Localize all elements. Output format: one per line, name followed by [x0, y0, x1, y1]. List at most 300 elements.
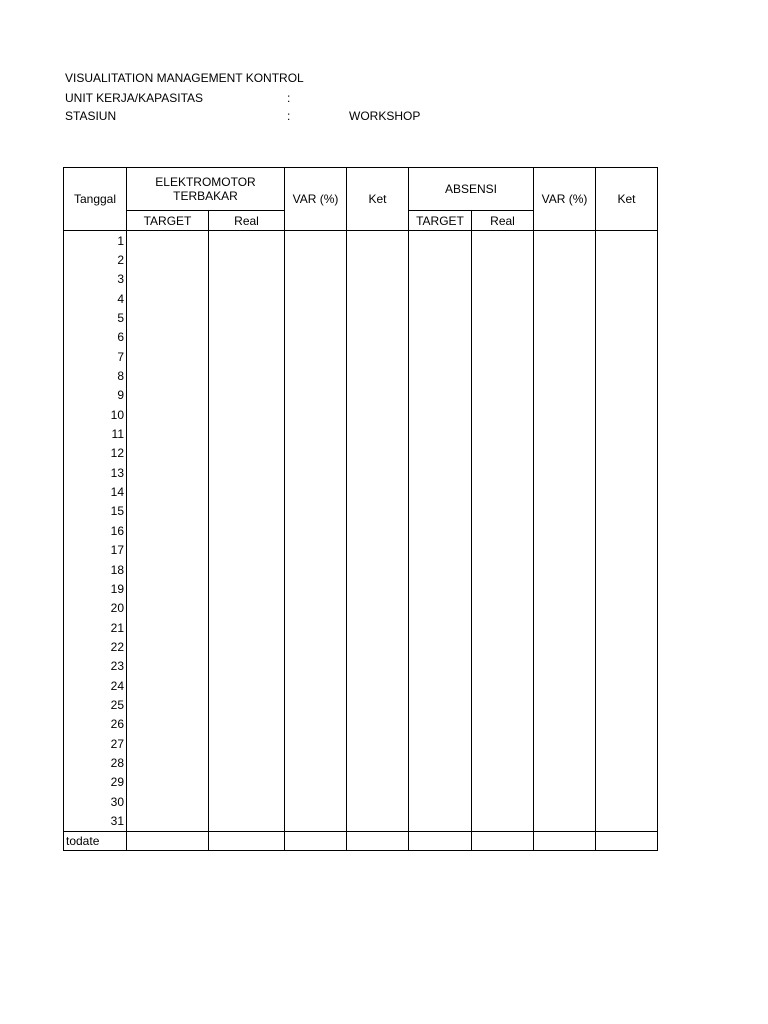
table-cell	[285, 637, 347, 656]
station-value: WORKSHOP	[349, 109, 421, 123]
table-cell	[347, 308, 409, 327]
table-cell	[127, 424, 209, 443]
table-cell	[209, 405, 285, 424]
table-row	[64, 289, 658, 308]
table-cell	[472, 502, 534, 521]
table-row	[64, 270, 658, 289]
table-cell	[285, 676, 347, 695]
day-number: 23	[64, 657, 127, 676]
table-cell	[209, 250, 285, 269]
table-cell	[534, 231, 596, 251]
table-cell	[409, 541, 472, 560]
todate-cell	[596, 831, 658, 850]
table-cell	[209, 482, 285, 501]
table-cell	[596, 347, 658, 366]
table-cell	[127, 328, 209, 347]
table-cell	[409, 231, 472, 251]
table-cell	[209, 444, 285, 463]
table-cell	[409, 386, 472, 405]
header-elektromotor	[127, 168, 285, 211]
table-cell	[472, 366, 534, 385]
header-target-2: TARGET	[409, 211, 472, 231]
table-cell	[285, 270, 347, 289]
table-cell	[596, 560, 658, 579]
table-cell	[596, 270, 658, 289]
table-cell	[347, 773, 409, 792]
day-number: 6	[64, 328, 127, 347]
table-cell	[596, 463, 658, 482]
table-cell	[285, 502, 347, 521]
table-cell	[347, 715, 409, 734]
table-cell	[127, 792, 209, 811]
table-cell	[409, 463, 472, 482]
table-cell	[596, 366, 658, 385]
day-number: 22	[64, 637, 127, 656]
table-cell	[209, 637, 285, 656]
table-cell	[285, 599, 347, 618]
todate-cell	[472, 831, 534, 850]
table-cell	[347, 657, 409, 676]
table-cell	[472, 482, 534, 501]
table-cell	[534, 618, 596, 637]
table-row	[64, 579, 658, 598]
table-cell	[209, 270, 285, 289]
table-cell	[534, 250, 596, 269]
table-cell	[347, 270, 409, 289]
table-cell	[285, 541, 347, 560]
table-cell	[534, 482, 596, 501]
header-elektromotor-line1: ELEKTROMOTOR	[155, 175, 256, 189]
unit-colon: :	[287, 91, 291, 105]
table-cell	[596, 676, 658, 695]
day-number: 26	[64, 715, 127, 734]
table-cell	[127, 502, 209, 521]
table-cell	[534, 753, 596, 772]
table-cell	[127, 753, 209, 772]
table-cell	[534, 773, 596, 792]
table-cell	[472, 695, 534, 714]
table-cell	[285, 482, 347, 501]
table-cell	[472, 328, 534, 347]
table-row	[64, 792, 658, 811]
table-cell	[347, 482, 409, 501]
table-cell	[596, 405, 658, 424]
todate-cell	[534, 831, 596, 850]
table-cell	[409, 560, 472, 579]
table-cell	[596, 482, 658, 501]
table-cell	[127, 560, 209, 579]
table-cell	[347, 386, 409, 405]
table-cell	[596, 424, 658, 443]
table-cell	[409, 618, 472, 637]
table-cell	[347, 521, 409, 540]
day-number: 7	[64, 347, 127, 366]
table-cell	[534, 308, 596, 327]
day-number: 13	[64, 463, 127, 482]
table-cell	[534, 347, 596, 366]
station-label: STASIUN	[65, 109, 117, 123]
header-tanggal: Tanggal	[64, 168, 127, 231]
table-cell	[534, 657, 596, 676]
table-cell	[127, 289, 209, 308]
table-cell	[409, 811, 472, 831]
table-cell	[127, 482, 209, 501]
table-row	[64, 386, 658, 405]
table-cell	[472, 715, 534, 734]
day-number: 8	[64, 366, 127, 385]
table-cell	[209, 347, 285, 366]
table-cell	[409, 792, 472, 811]
day-number: 24	[64, 676, 127, 695]
day-number: 5	[64, 308, 127, 327]
todate-row	[64, 831, 658, 850]
table-cell	[285, 715, 347, 734]
table-cell	[596, 386, 658, 405]
day-number: 15	[64, 502, 127, 521]
table-cell	[347, 463, 409, 482]
table-cell	[285, 811, 347, 831]
table-cell	[534, 715, 596, 734]
table-cell	[534, 521, 596, 540]
table-row	[64, 405, 658, 424]
table-cell	[596, 811, 658, 831]
table-row	[64, 618, 658, 637]
table-cell	[347, 366, 409, 385]
table-cell	[472, 424, 534, 443]
table-cell	[409, 657, 472, 676]
day-number: 14	[64, 482, 127, 501]
header-absensi: ABSENSI	[409, 168, 534, 211]
table-cell	[534, 270, 596, 289]
table-cell	[472, 541, 534, 560]
table-cell	[285, 734, 347, 753]
day-number: 11	[64, 424, 127, 443]
table-cell	[285, 618, 347, 637]
table-cell	[409, 270, 472, 289]
table-cell	[285, 250, 347, 269]
header-var-1: VAR (%)	[285, 168, 347, 231]
table-row	[64, 560, 658, 579]
table-row	[64, 250, 658, 269]
todate-cell	[127, 831, 209, 850]
day-number: 9	[64, 386, 127, 405]
table-cell	[285, 579, 347, 598]
header-real-2: Real	[472, 211, 534, 231]
table-cell	[285, 773, 347, 792]
table-cell	[409, 521, 472, 540]
table-cell	[534, 579, 596, 598]
day-number: 4	[64, 289, 127, 308]
table-row	[64, 444, 658, 463]
table-cell	[534, 405, 596, 424]
table-cell	[127, 676, 209, 695]
table-cell	[127, 231, 209, 251]
day-number: 1	[64, 231, 127, 251]
table-cell	[285, 792, 347, 811]
table-cell	[209, 579, 285, 598]
table-row	[64, 773, 658, 792]
table-cell	[347, 405, 409, 424]
table-row	[64, 637, 658, 656]
table-cell	[127, 386, 209, 405]
table-cell	[596, 734, 658, 753]
table-cell	[347, 676, 409, 695]
day-number: 31	[64, 811, 127, 831]
table-cell	[472, 618, 534, 637]
table-cell	[347, 328, 409, 347]
table-cell	[285, 347, 347, 366]
table-cell	[472, 308, 534, 327]
day-number: 2	[64, 250, 127, 269]
table-cell	[472, 599, 534, 618]
table-cell	[285, 695, 347, 714]
table-cell	[347, 753, 409, 772]
table-row	[64, 347, 658, 366]
table-cell	[209, 502, 285, 521]
day-number: 17	[64, 541, 127, 560]
table-cell	[472, 270, 534, 289]
table-cell	[285, 753, 347, 772]
table-cell	[534, 734, 596, 753]
table-cell	[127, 599, 209, 618]
table-cell	[409, 773, 472, 792]
table-cell	[209, 695, 285, 714]
table-cell	[347, 347, 409, 366]
table-cell	[472, 386, 534, 405]
table-cell	[409, 444, 472, 463]
table-row	[64, 424, 658, 443]
table-cell	[347, 231, 409, 251]
table-cell	[534, 386, 596, 405]
day-number: 30	[64, 792, 127, 811]
table-cell	[472, 753, 534, 772]
table-cell	[127, 695, 209, 714]
table-cell	[209, 676, 285, 695]
day-number: 18	[64, 560, 127, 579]
table-cell	[209, 792, 285, 811]
table-cell	[127, 637, 209, 656]
table-cell	[596, 444, 658, 463]
table-cell	[347, 250, 409, 269]
table-cell	[127, 715, 209, 734]
table-cell	[127, 405, 209, 424]
table-cell	[534, 444, 596, 463]
table-cell	[127, 366, 209, 385]
table-cell	[209, 811, 285, 831]
table-cell	[409, 676, 472, 695]
table-cell	[596, 792, 658, 811]
table-row	[64, 676, 658, 695]
header-target-1: TARGET	[127, 211, 209, 231]
table-cell	[127, 657, 209, 676]
table-cell	[285, 521, 347, 540]
table-cell	[209, 753, 285, 772]
day-number: 3	[64, 270, 127, 289]
table-cell	[534, 463, 596, 482]
table-cell	[347, 424, 409, 443]
table-cell	[347, 637, 409, 656]
table-cell	[409, 502, 472, 521]
table-row	[64, 366, 658, 385]
table-cell	[285, 328, 347, 347]
table-row	[64, 521, 658, 540]
table-cell	[209, 366, 285, 385]
table-row	[64, 599, 658, 618]
table-cell	[409, 637, 472, 656]
table-row	[64, 753, 658, 772]
table-cell	[285, 560, 347, 579]
day-number: 12	[64, 444, 127, 463]
table-row	[64, 482, 658, 501]
table-cell	[285, 231, 347, 251]
header-elektromotor-line2: TERBAKAR	[173, 189, 238, 203]
table-cell	[209, 463, 285, 482]
table-cell	[534, 637, 596, 656]
table-cell	[347, 541, 409, 560]
table-cell	[209, 618, 285, 637]
unit-label: UNIT KERJA/KAPASITAS	[65, 91, 204, 105]
table-cell	[472, 347, 534, 366]
header-real-1: Real	[209, 211, 285, 231]
table-cell	[285, 308, 347, 327]
table-cell	[209, 541, 285, 560]
day-number: 19	[64, 579, 127, 598]
table-cell	[127, 773, 209, 792]
table-cell	[127, 347, 209, 366]
table-cell	[285, 366, 347, 385]
table-cell	[347, 599, 409, 618]
table-cell	[409, 289, 472, 308]
table-row	[64, 541, 658, 560]
table-cell	[409, 734, 472, 753]
table-cell	[534, 541, 596, 560]
table-cell	[347, 502, 409, 521]
day-number: 28	[64, 753, 127, 772]
table-cell	[285, 463, 347, 482]
table-cell	[534, 560, 596, 579]
table-cell	[596, 289, 658, 308]
table-cell	[596, 773, 658, 792]
table-cell	[472, 560, 534, 579]
table-row	[64, 231, 658, 251]
table-cell	[472, 463, 534, 482]
table-cell	[534, 599, 596, 618]
table-cell	[347, 579, 409, 598]
table-cell	[209, 424, 285, 443]
form-title: VISUALITATION MANAGEMENT KONTROL	[65, 71, 304, 85]
table-cell	[347, 560, 409, 579]
table-cell	[596, 695, 658, 714]
table-row	[64, 328, 658, 347]
table-row	[64, 715, 658, 734]
table-row	[64, 502, 658, 521]
table-cell	[285, 424, 347, 443]
todate-cell	[409, 831, 472, 850]
table-cell	[209, 308, 285, 327]
table-cell	[596, 328, 658, 347]
table-row	[64, 695, 658, 714]
station-colon: :	[287, 109, 291, 123]
table-row	[64, 657, 658, 676]
table-cell	[472, 444, 534, 463]
table-cell	[127, 521, 209, 540]
table-cell	[472, 734, 534, 753]
table-cell	[409, 308, 472, 327]
table-cell	[472, 289, 534, 308]
table-cell	[534, 424, 596, 443]
table-cell	[127, 270, 209, 289]
table-cell	[127, 463, 209, 482]
table-cell	[409, 482, 472, 501]
table-cell	[347, 289, 409, 308]
header-ket-1: Ket	[347, 168, 409, 231]
table-cell	[409, 753, 472, 772]
table-cell	[347, 695, 409, 714]
table-row	[64, 811, 658, 831]
table-cell	[534, 792, 596, 811]
table-cell	[596, 618, 658, 637]
table-cell	[534, 676, 596, 695]
table-cell	[209, 231, 285, 251]
table-cell	[409, 250, 472, 269]
table-cell	[534, 502, 596, 521]
table-cell	[127, 579, 209, 598]
table-cell	[127, 618, 209, 637]
day-number: 29	[64, 773, 127, 792]
table-cell	[409, 405, 472, 424]
header-var-2: VAR (%)	[534, 168, 596, 231]
table-cell	[127, 734, 209, 753]
table-cell	[472, 792, 534, 811]
table-cell	[209, 599, 285, 618]
table-cell	[127, 444, 209, 463]
table-cell	[596, 502, 658, 521]
table-cell	[209, 734, 285, 753]
table-cell	[209, 657, 285, 676]
todate-label: todate	[64, 831, 127, 850]
table-cell	[472, 773, 534, 792]
table-cell	[534, 695, 596, 714]
todate-cell	[347, 831, 409, 850]
table-cell	[209, 521, 285, 540]
table-cell	[285, 657, 347, 676]
table-cell	[534, 811, 596, 831]
day-number: 10	[64, 405, 127, 424]
table-cell	[209, 560, 285, 579]
table-cell	[209, 328, 285, 347]
table-row	[64, 308, 658, 327]
table-cell	[127, 811, 209, 831]
table-cell	[534, 366, 596, 385]
table-cell	[472, 405, 534, 424]
table-cell	[596, 250, 658, 269]
todate-cell	[285, 831, 347, 850]
table-cell	[534, 328, 596, 347]
table-cell	[347, 792, 409, 811]
table-cell	[409, 328, 472, 347]
table-cell	[285, 386, 347, 405]
table-cell	[472, 231, 534, 251]
day-number: 20	[64, 599, 127, 618]
table-cell	[596, 579, 658, 598]
day-number: 25	[64, 695, 127, 714]
table-cell	[409, 424, 472, 443]
table-cell	[347, 734, 409, 753]
table-cell	[127, 541, 209, 560]
table-cell	[209, 386, 285, 405]
table-cell	[596, 521, 658, 540]
table-cell	[347, 811, 409, 831]
